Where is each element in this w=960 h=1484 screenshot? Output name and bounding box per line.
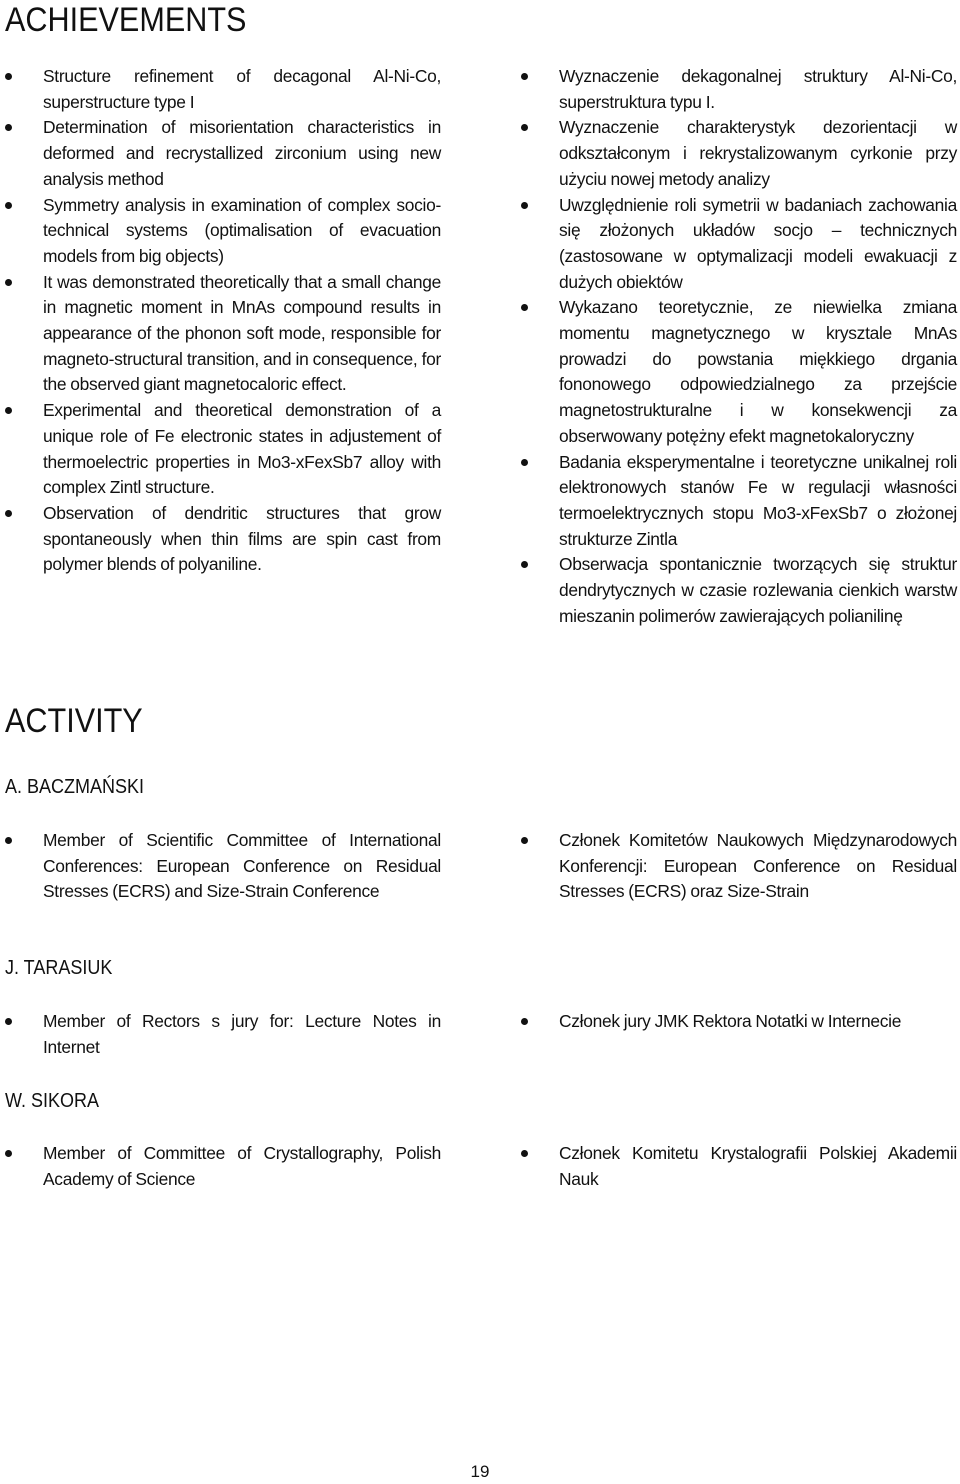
page-number: 19 (470, 1462, 490, 1481)
activity-item-pl: Członek Komitetów Naukowych Międzynarodowych Konferencji: European Conference on Residual Stresses (ECRS) oraz Size-Strain (559, 828, 957, 905)
achievement-item-pl: Uwzględnienie roli symetrii w badaniach zachowania się złożonych układów socjo – technicznych (zastosowane w optymalizacji modeli ewakuacji z dużych obiektów (559, 193, 957, 296)
activity-item-en: Member of Rectors s jury for: Lecture Notes in Internet (43, 1009, 441, 1060)
activity-list-polish-sikora (559, 1141, 957, 1192)
achievement-item-en: Observation of dendritic structures that grow spontaneously when thin films are spin cast from polymer blends of polyaniline. (43, 501, 441, 578)
achievement-item-en: Determination of misorientation characteristics in deformed and recrystallized zirconium using new analysis method (43, 115, 441, 192)
achievement-item-pl: Wykazano teoretycznie, ze niewielka zmiana momentu magnetycznego w krysztale MnAs prowadzi do powstania miękkiego drgania fononowego odpowiedzialnego za przejście magnetostrukturalne i w konsekwencji za obserwowany potężny efekt magnetokaloryczny (559, 295, 957, 449)
achievement-item-pl: Wyznaczenie dekagonalnej struktury Al-Ni-Co, superstruktura typu I. (559, 64, 957, 115)
person-name-baczmanski: A. BACZMAŃSKI (5, 776, 145, 798)
activity-list-polish-baczmanski (559, 828, 957, 905)
activity-list-english-baczmanski (43, 828, 441, 905)
achievements-heading: ACHIEVEMENTS (5, 1, 247, 39)
activity-item-en: Member of Scientific Committee of International Conferences: European Conference on Residual Stresses (ECRS) and Size-Strain Conference (43, 828, 441, 905)
achievement-item-en: Symmetry analysis in examination of complex socio-technical systems (optimalisation of evacuation models from big objects) (43, 193, 441, 270)
activity-list-english-sikora (43, 1141, 441, 1192)
achievement-item-en: Structure refinement of decagonal Al-Ni-Co, superstructure type I (43, 64, 441, 115)
activity-list-english-tarasiuk (43, 1009, 441, 1060)
achievement-item-pl: Obserwacja spontanicznie tworzących się struktur dendrytycznych w czasie rozlewania cienkich warstw mieszanin polimerów zawierających polianilinę (559, 552, 957, 629)
activity-item-en: Member of Committee of Crystallography, Polish Academy of Science (43, 1141, 441, 1192)
activity-item-pl: Członek Komitetu Krystalografii Polskiej Akademii Nauk (559, 1141, 957, 1192)
achievement-item-en: It was demonstrated theoretically that a small change in magnetic moment in MnAs compound results in appearance of the phonon soft mode, responsible for magneto-structural transition, and in consequence, for the observed giant magnetocaloric effect. (43, 270, 441, 399)
activity-item-pl: Członek jury JMK Rektora Notatki w Internecie (559, 1009, 957, 1035)
achievements-list-english (43, 64, 441, 578)
activity-list-polish-tarasiuk (559, 1009, 957, 1035)
achievement-item-pl: Badania eksperymentalne i teoretyczne unikalnej roli elektronowych stanów Fe w regulacji własności termoelektrycznych stopu Mo3-xFexSb7 o złożonej strukturze Zintla (559, 450, 957, 553)
achievement-item-pl: Wyznaczenie charakterystyk dezorientacji w odkształconym i rekrystalizowanym cyrkonie przy użyciu nowej metody analizy (559, 115, 957, 192)
achievement-item-en: Experimental and theoretical demonstration of a unique role of Fe electronic states in adjustement of thermoelectric properties in Mo3-xFexSb7 alloy with complex Zintl structure. (43, 398, 441, 501)
achievements-list-polish (559, 64, 957, 629)
activity-heading: ACTIVITY (5, 702, 143, 740)
person-name-sikora: W. SIKORA (5, 1090, 100, 1112)
person-name-tarasiuk: J. TARASIUK (5, 957, 113, 979)
